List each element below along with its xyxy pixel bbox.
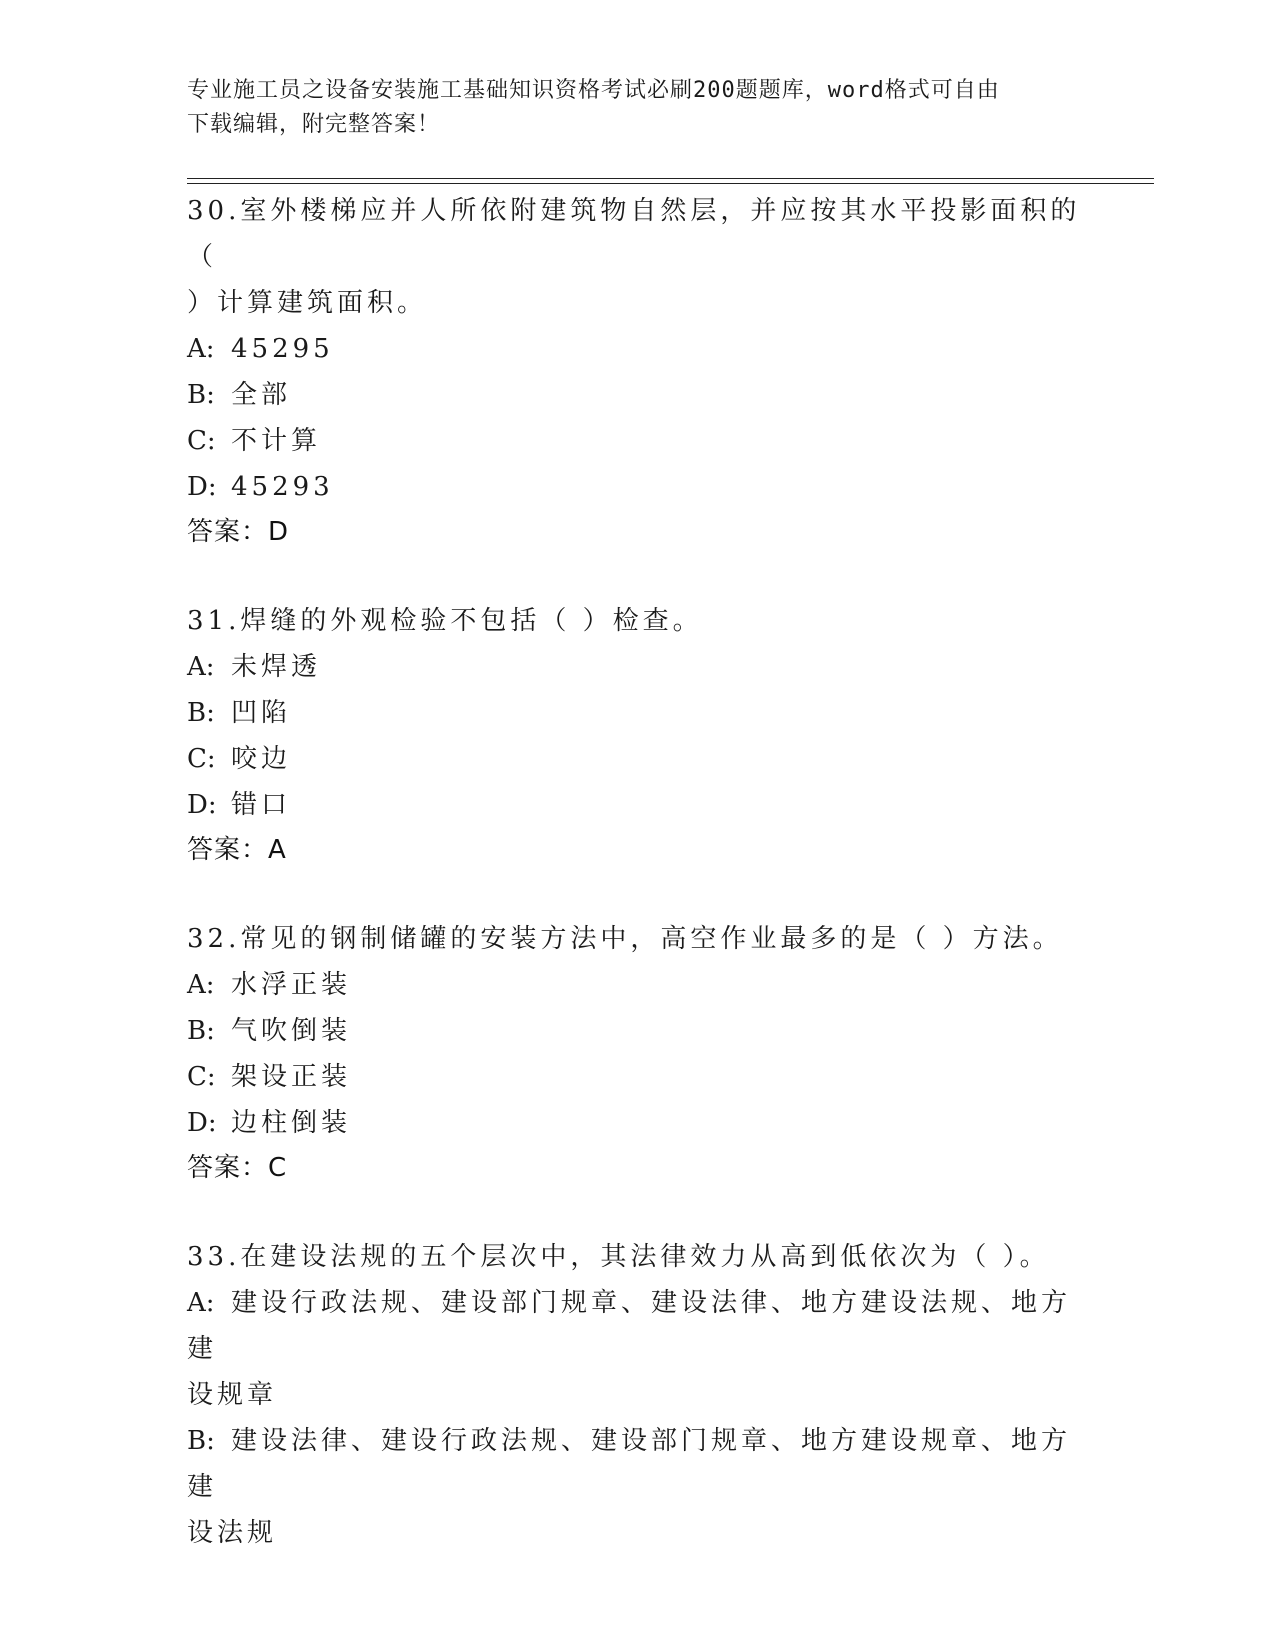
- option-text: 建设法律、建设行政法规、建设部门规章、地方建设规章、地方建: [187, 1426, 1072, 1502]
- option-text-continued: 设法规: [187, 1518, 278, 1548]
- option-letter: A:: [187, 334, 215, 364]
- option-text: 错口: [231, 790, 292, 820]
- option-letter: C:: [187, 426, 216, 456]
- question-stem: [187, 916, 1087, 962]
- option-text: 凹陷: [231, 698, 292, 728]
- option-letter: A:: [187, 1288, 215, 1318]
- answer-text: 答案：D: [187, 517, 290, 547]
- option-b: [187, 372, 1087, 418]
- option-letter: C:: [187, 1062, 216, 1092]
- option-a: [187, 1280, 1087, 1418]
- question-stem-line: 30.室外楼梯应并人所依附建筑物自然层，并应按其水平投影面积的（: [187, 196, 1081, 272]
- option-letter: D:: [187, 472, 217, 502]
- option-line: [187, 1418, 1087, 1510]
- option-a: [187, 644, 1087, 690]
- question-stem: [187, 598, 1087, 644]
- option-text: 全部: [231, 380, 292, 410]
- option-letter: A:: [187, 970, 215, 1000]
- header-line-2: 下载编辑，附完整答案！: [187, 112, 441, 137]
- option-letter: C:: [187, 744, 216, 774]
- option-text: 45295: [231, 334, 334, 364]
- option-letter: B:: [187, 1426, 215, 1456]
- option-line: [187, 1280, 1087, 1372]
- option-a: [187, 326, 1087, 372]
- question-list: [187, 188, 1087, 1556]
- option-text-continued: 设规章: [187, 1380, 278, 1410]
- answer-text: 答案：A: [187, 835, 287, 865]
- question-stem-line: ）计算建筑面积。: [187, 288, 428, 318]
- option-d: [187, 464, 1087, 510]
- question-spacer: [187, 872, 1087, 916]
- option-letter: B:: [187, 698, 215, 728]
- option-text: 建设行政法规、建设部门规章、建设法律、地方建设法规、地方建: [187, 1288, 1072, 1364]
- document-header: [187, 74, 1067, 142]
- question-stem: [187, 188, 1087, 326]
- question-stem-line: 32.常见的钢制储罐的安装方法中，高空作业最多的是（ ）方法。: [187, 924, 1063, 954]
- option-c: [187, 418, 1087, 464]
- question-30: [187, 188, 1087, 598]
- option-b: [187, 1418, 1087, 1556]
- option-b: [187, 1008, 1087, 1054]
- option-d: [187, 1100, 1087, 1146]
- question-stem-line: 33.在建设法规的五个层次中，其法律效力从高到低依次为（ ）。: [187, 1242, 1050, 1272]
- option-letter: D:: [187, 1108, 217, 1138]
- answer-text: 答案：C: [187, 1153, 288, 1183]
- option-text: 未焊透: [231, 652, 322, 682]
- question-spacer: [187, 554, 1087, 598]
- option-a: [187, 962, 1087, 1008]
- question-stem: [187, 1234, 1087, 1280]
- header-divider-bottom: [187, 183, 1154, 184]
- option-text: 咬边: [231, 744, 292, 774]
- option-letter: B:: [187, 380, 215, 410]
- header-line-1: 专业施工员之设备安装施工基础知识资格考试必刷200题题库，word格式可自由: [187, 78, 1000, 103]
- header-divider-top: [187, 178, 1154, 179]
- option-d: [187, 782, 1087, 828]
- option-letter: D:: [187, 790, 217, 820]
- option-letter: A:: [187, 652, 215, 682]
- question-33: [187, 1234, 1087, 1556]
- option-text: 气吹倒装: [231, 1016, 352, 1046]
- option-letter: B:: [187, 1016, 215, 1046]
- option-text: 架设正装: [231, 1062, 352, 1092]
- question-32: [187, 916, 1087, 1234]
- question-spacer: [187, 1190, 1087, 1234]
- option-text: 水浮正装: [231, 970, 352, 1000]
- option-text: 45293: [231, 472, 334, 502]
- option-text: 不计算: [231, 426, 322, 456]
- option-c: [187, 736, 1087, 782]
- option-c: [187, 1054, 1087, 1100]
- option-text: 边柱倒装: [231, 1108, 352, 1138]
- question-stem-line: 31.焊缝的外观检验不包括（ ）检查。: [187, 606, 703, 636]
- question-31: [187, 598, 1087, 916]
- option-b: [187, 690, 1087, 736]
